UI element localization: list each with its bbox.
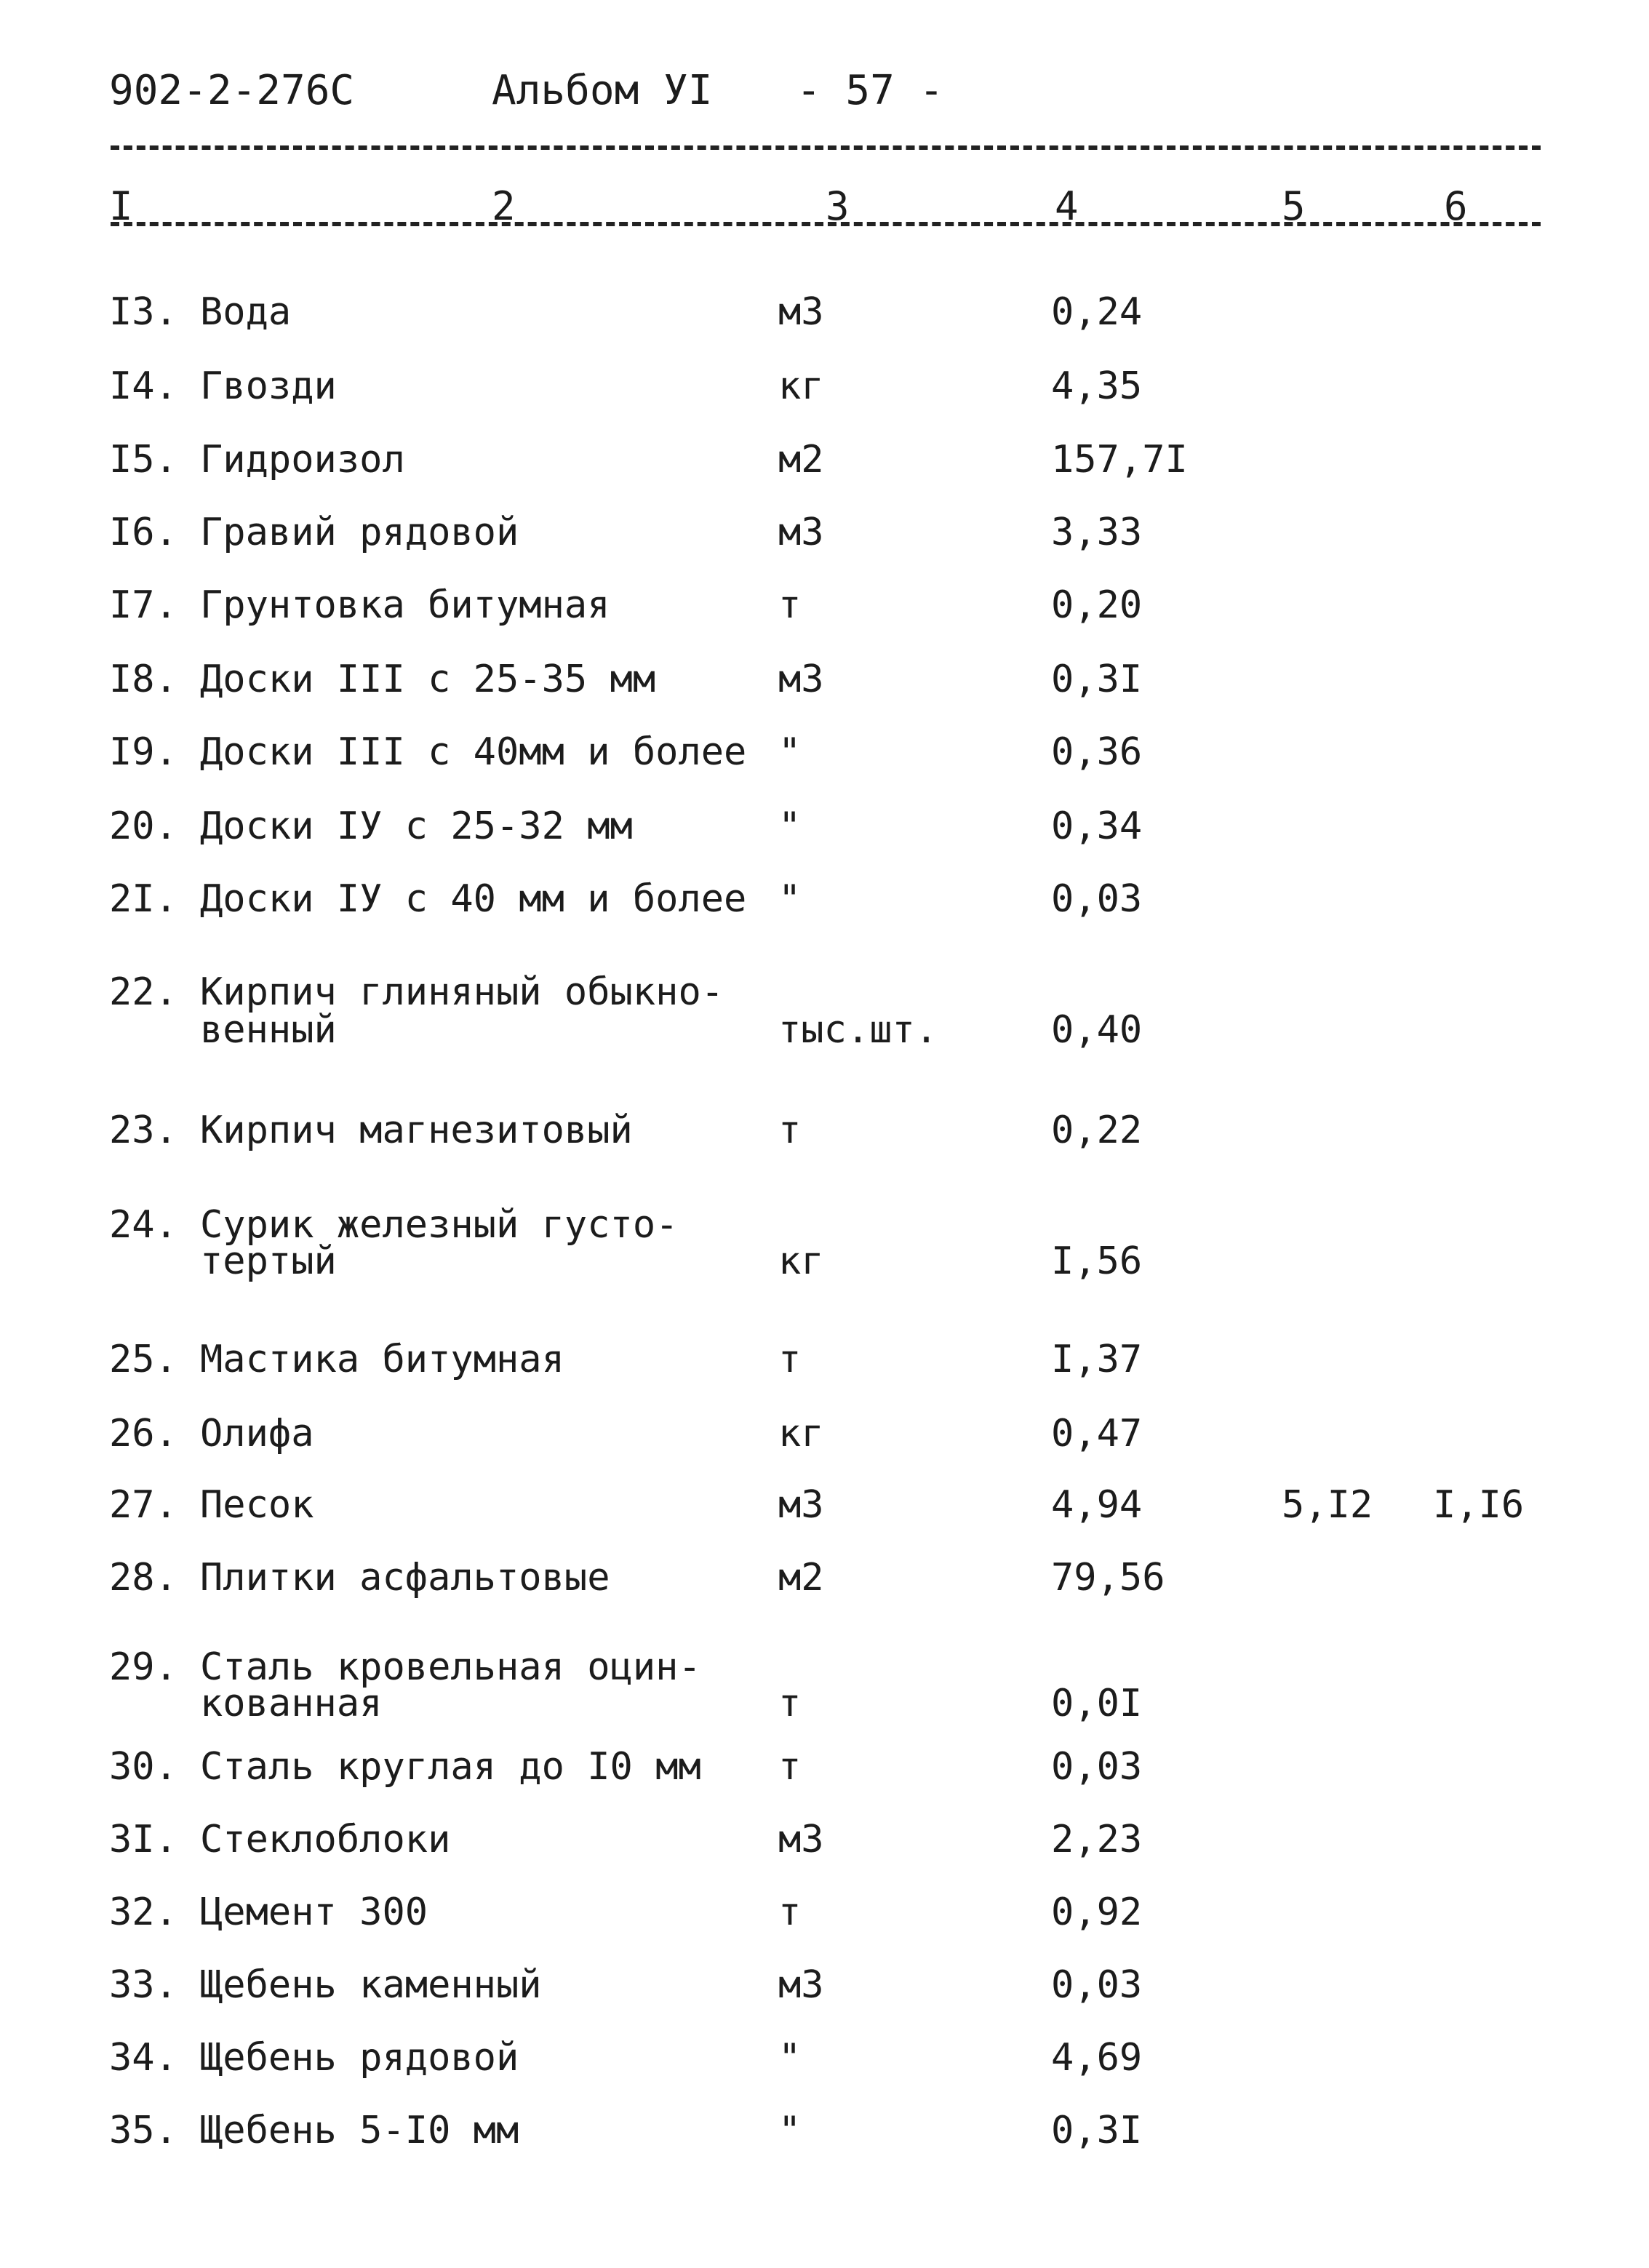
row-number: 26. bbox=[109, 1412, 177, 1456]
page-number: - 57 - bbox=[796, 67, 944, 114]
quantity-col4: 157,7I bbox=[1051, 438, 1188, 482]
quantity-col4: 0,24 bbox=[1051, 290, 1143, 334]
row-number: 22. bbox=[109, 970, 177, 1014]
material-name: Щебень рядовой bbox=[200, 2036, 519, 2080]
material-name-continuation: кованная bbox=[200, 1682, 383, 1725]
top-dashed-rule bbox=[111, 145, 1541, 150]
quantity-col4: 3,33 bbox=[1051, 511, 1143, 554]
material-name: Доски IУ с 40 мм и более bbox=[200, 877, 747, 921]
quantity-col4: 0,03 bbox=[1051, 1963, 1143, 2007]
row-number: 25. bbox=[109, 1338, 177, 1381]
material-name: Доски III с 40мм и более bbox=[200, 730, 747, 774]
document-code: 902-2-276С bbox=[109, 67, 355, 114]
material-name: Песок bbox=[200, 1483, 314, 1527]
row-number: I4. bbox=[109, 364, 177, 408]
unit: кг bbox=[778, 1412, 824, 1456]
quantity-col4: 0,03 bbox=[1051, 1745, 1143, 1789]
quantity-col4: 4,94 bbox=[1051, 1483, 1143, 1527]
material-name: Стеклоблоки bbox=[200, 1818, 451, 1861]
row-number: 35. bbox=[109, 2109, 177, 2152]
unit: " bbox=[778, 2109, 802, 2152]
quantity-col4: 4,35 bbox=[1051, 364, 1143, 408]
row-number: 29. bbox=[109, 1645, 177, 1689]
unit: " bbox=[778, 804, 802, 848]
material-name: Сталь круглая до I0 мм bbox=[200, 1745, 701, 1789]
unit: " bbox=[778, 730, 802, 774]
material-name: Доски IУ с 25-32 мм bbox=[200, 804, 633, 848]
quantity-col4: 0,34 bbox=[1051, 804, 1143, 848]
column-number-1: I bbox=[109, 183, 133, 229]
unit: т bbox=[778, 583, 802, 627]
quantity-col6: I,I6 bbox=[1433, 1483, 1525, 1527]
row-number: 28. bbox=[109, 1556, 177, 1600]
unit: м3 bbox=[778, 1818, 824, 1861]
unit: т bbox=[778, 1890, 802, 1934]
row-number: I5. bbox=[109, 438, 177, 482]
quantity-col4: 0,36 bbox=[1051, 730, 1143, 774]
unit: т bbox=[778, 1682, 802, 1725]
material-name: Сурик железный густо- bbox=[200, 1203, 679, 1247]
unit: т bbox=[778, 1109, 802, 1152]
material-name: Кирпич магнезитовый bbox=[200, 1109, 633, 1152]
material-name: Мастика битумная bbox=[200, 1338, 564, 1381]
row-number: 2I. bbox=[109, 877, 177, 921]
quantity-col4: 0,0I bbox=[1051, 1682, 1143, 1725]
unit: м3 bbox=[778, 658, 824, 701]
material-name: Гидроизол bbox=[200, 438, 405, 482]
row-number: I7. bbox=[109, 583, 177, 627]
row-number: 23. bbox=[109, 1109, 177, 1152]
column-number-3: 3 bbox=[826, 183, 850, 229]
quantity-col4: 4,69 bbox=[1051, 2036, 1143, 2080]
quantity-col4: I,37 bbox=[1051, 1338, 1143, 1381]
quantity-col4: 2,23 bbox=[1051, 1818, 1143, 1861]
column-number-2: 2 bbox=[492, 183, 516, 229]
unit: т bbox=[778, 1745, 802, 1789]
quantity-col4: I,56 bbox=[1051, 1239, 1143, 1283]
unit: м2 bbox=[778, 438, 824, 482]
row-number: I3. bbox=[109, 290, 177, 334]
row-number: 33. bbox=[109, 1963, 177, 2007]
unit: м3 bbox=[778, 511, 824, 554]
material-name-continuation: венный bbox=[200, 1008, 337, 1052]
unit: кг bbox=[778, 364, 824, 408]
row-number: 30. bbox=[109, 1745, 177, 1789]
row-number: I8. bbox=[109, 658, 177, 701]
unit: т bbox=[778, 1338, 802, 1381]
quantity-col4: 0,92 bbox=[1051, 1890, 1143, 1934]
quantity-col4: 0,03 bbox=[1051, 877, 1143, 921]
unit: тыс.шт. bbox=[778, 1008, 938, 1052]
material-name-continuation: тертый bbox=[200, 1239, 337, 1283]
quantity-col4: 0,3I bbox=[1051, 658, 1143, 701]
material-name: Сталь кровельная оцин- bbox=[200, 1645, 701, 1689]
quantity-col4: 79,56 bbox=[1051, 1556, 1165, 1600]
row-number: 32. bbox=[109, 1890, 177, 1934]
quantity-col4: 0,47 bbox=[1051, 1412, 1143, 1456]
material-name: Плитки асфальтовые bbox=[200, 1556, 610, 1600]
row-number: 3I. bbox=[109, 1818, 177, 1861]
unit: м2 bbox=[778, 1556, 824, 1600]
material-name: Олифа bbox=[200, 1412, 314, 1456]
quantity-col4: 0,40 bbox=[1051, 1008, 1143, 1052]
quantity-col5: 5,I2 bbox=[1282, 1483, 1373, 1527]
quantity-col4: 0,22 bbox=[1051, 1109, 1143, 1152]
unit: " bbox=[778, 877, 802, 921]
material-name: Гвозди bbox=[200, 364, 337, 408]
material-name: Грунтовка битумная bbox=[200, 583, 610, 627]
row-number: 27. bbox=[109, 1483, 177, 1527]
material-name: Доски III с 25-35 мм bbox=[200, 658, 656, 701]
material-name: Вода bbox=[200, 290, 292, 334]
row-number: 20. bbox=[109, 804, 177, 848]
unit: м3 bbox=[778, 290, 824, 334]
unit: м3 bbox=[778, 1483, 824, 1527]
material-name: Гравий рядовой bbox=[200, 511, 519, 554]
material-name: Цемент 300 bbox=[200, 1890, 428, 1934]
column-header-dashed-rule bbox=[111, 222, 1541, 226]
row-number: 24. bbox=[109, 1203, 177, 1247]
row-number: I6. bbox=[109, 511, 177, 554]
quantity-col4: 0,20 bbox=[1051, 583, 1143, 627]
material-name: Щебень каменный bbox=[200, 1963, 542, 2007]
row-number: 34. bbox=[109, 2036, 177, 2080]
unit: м3 bbox=[778, 1963, 824, 2007]
material-name: Щебень 5-I0 мм bbox=[200, 2109, 519, 2152]
column-number-6: 6 bbox=[1444, 183, 1468, 229]
column-number-4: 4 bbox=[1055, 183, 1079, 229]
album-label: Альбом УI bbox=[492, 67, 713, 114]
material-name: Кирпич глиняный обыкно- bbox=[200, 970, 724, 1014]
row-number: I9. bbox=[109, 730, 177, 774]
unit: кг bbox=[778, 1239, 824, 1283]
quantity-col4: 0,3I bbox=[1051, 2109, 1143, 2152]
column-number-5: 5 bbox=[1282, 183, 1306, 229]
unit: " bbox=[778, 2036, 802, 2080]
